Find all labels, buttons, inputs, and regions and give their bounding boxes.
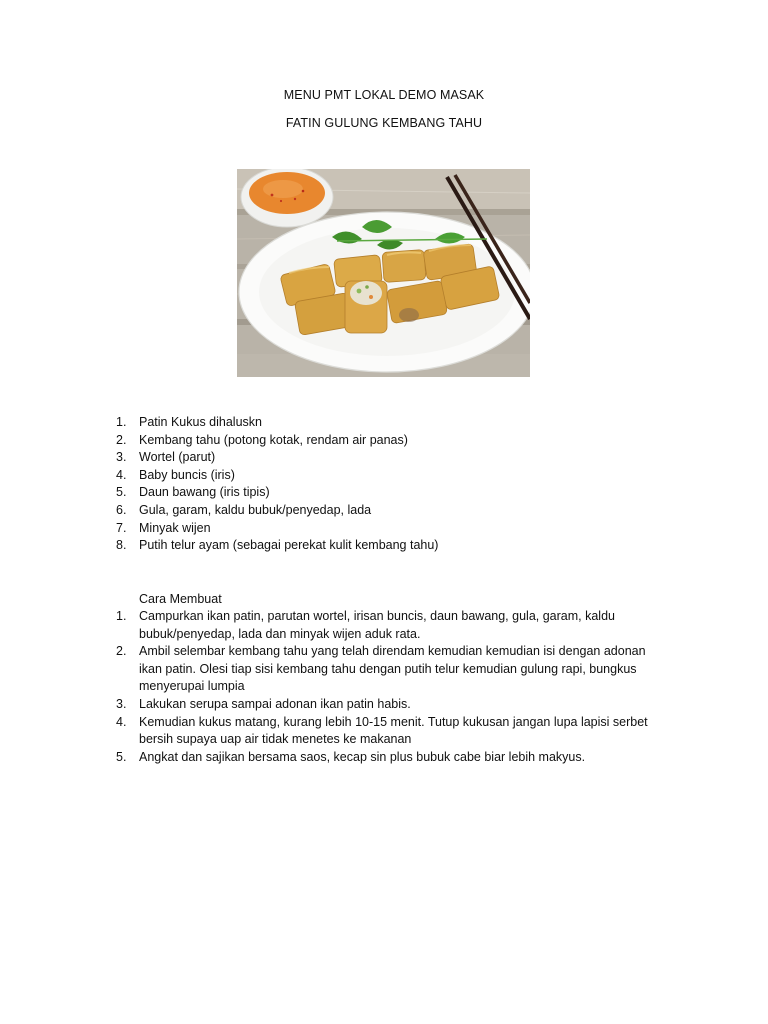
list-item-text: Angkat dan sajikan bersama saos, kecap sin plus bubuk cabe biar lebih makyus. — [139, 749, 586, 764]
list-item-text: Baby buncis (iris) — [139, 467, 235, 482]
list-item-text: Ambil selembar kembang tahu yang telah direndam kemudian kemudian isi dengan adonan ikan patin. Olesi tiap sisi kembang tahu dengan putih telur kemudian gulung rapi, bungkus menyerupai lumpia — [139, 644, 646, 694]
list-number: 2. — [116, 644, 127, 659]
food-photo — [237, 169, 530, 377]
document-title: MENU PMT LOKAL DEMO MASAK — [283, 88, 485, 102]
list-item — [0, 608, 768, 643]
list-item — [0, 537, 768, 555]
list-item-text: Lakukan serupa sampai adonan ikan patin habis. — [139, 696, 411, 711]
list-item-text: Gula, garam, kaldu bubuk/penyedap, lada — [139, 502, 372, 517]
document-subtitle: FATIN GULUNG KEMBANG TAHU — [285, 116, 483, 130]
list-number: 5. — [116, 749, 127, 764]
list-number: 3. — [116, 696, 127, 711]
list-item — [0, 484, 768, 502]
steps-list — [0, 608, 768, 766]
list-number: 2. — [116, 432, 127, 447]
list-number: 4. — [116, 467, 127, 482]
list-item-text: Campurkan ikan patin, parutan wortel, irisan buncis, daun bawang, gula, garam, kaldu bubuk/penyedap, lada dan minyak wijen aduk rata. — [139, 609, 615, 641]
list-item-text: Kembang tahu (potong kotak, rendam air panas) — [139, 432, 408, 447]
list-item-text: Putih telur ayam (sebagai perekat kulit kembang tahu) — [139, 538, 439, 553]
steps-heading: Cara Membuat — [139, 592, 222, 606]
list-number: 1. — [116, 415, 127, 429]
list-item — [0, 714, 768, 749]
list-number: 4. — [116, 714, 127, 729]
list-number: 3. — [116, 450, 127, 465]
list-item — [0, 520, 768, 538]
list-number: 7. — [116, 520, 127, 535]
list-item-text: Minyak wijen — [139, 520, 211, 535]
list-number: 8. — [116, 538, 127, 553]
list-item — [0, 749, 768, 767]
list-item — [0, 696, 768, 714]
list-item — [0, 467, 768, 485]
ingredients-list — [0, 414, 768, 555]
list-item — [0, 414, 768, 432]
list-item — [0, 432, 768, 450]
list-item-text: Wortel (parut) — [139, 450, 216, 465]
list-number: 5. — [116, 485, 127, 500]
list-item — [0, 643, 768, 696]
list-item — [0, 449, 768, 467]
list-number: 6. — [116, 502, 127, 517]
list-item-text: Patin Kukus dihaluskn — [139, 415, 262, 429]
list-item-text: Kemudian kukus matang, kurang lebih 10-15 menit. Tutup kukusan jangan lupa lapisi serbet bersih supaya uap air tidak menetes ke makanan — [139, 714, 648, 747]
list-item-text: Daun bawang (iris tipis) — [139, 485, 270, 500]
list-item — [0, 502, 768, 520]
list-number: 1. — [116, 609, 127, 623]
